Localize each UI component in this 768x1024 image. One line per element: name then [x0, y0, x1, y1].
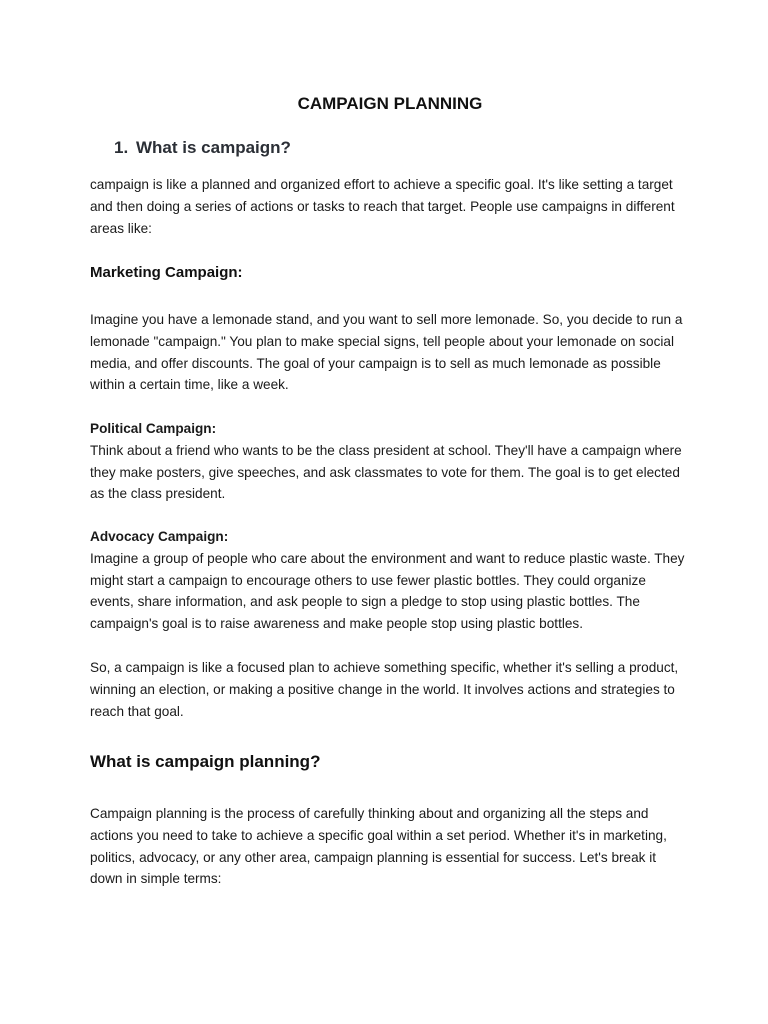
marketing-campaign-heading: Marketing Campaign: — [90, 264, 243, 281]
section-2-heading: What is campaign planning? — [90, 752, 321, 771]
section-1-heading-text: What is campaign? — [136, 138, 291, 157]
political-campaign-heading: Political Campaign: — [90, 421, 217, 436]
campaign-planning-paragraph: Campaign planning is the process of carefully thinking about and organizing all the steps and actions you need to take to achieve a specific goal within a set period. Whether it's in marketing, politics, advocacy, or any other area, campaign planning is essential for success. Let's break it down in simple terms: — [90, 806, 667, 887]
advocacy-campaign-paragraph: Imagine a group of people who care about the environment and want to reduce plastic waste. They might start a campaign to encourage others to use fewer plastic bottles. They could organize events, share information, and ask people to sign a pledge to stop using plastic bottles. The campaign's goal is to raise awareness and make people stop using plastic bottles. — [90, 550, 685, 632]
page-title: CAMPAIGN PLANNING — [297, 94, 483, 113]
campaign-summary-paragraph: So, a campaign is like a focused plan to achieve something specific, whether it's selling a product, winning an election, or making a positive change in the world. It involves actions and strategies to reach that goal. — [90, 660, 679, 719]
advocacy-campaign-block — [90, 526, 690, 635]
campaign-intro-paragraph: campaign is like a planned and organized effort to achieve a specific goal. It's like setting a target and then doing a series of actions or tasks to reach that target. People use campaigns in different areas like: — [90, 177, 675, 236]
political-campaign-paragraph: Think about a friend who wants to be the class president at school. They'll have a campaign where they make posters, give speeches, and ask classmates to vote for them. The goal is to get elected as the class president. — [90, 442, 682, 502]
section-1-heading — [114, 136, 291, 160]
advocacy-campaign-heading: Advocacy Campaign: — [90, 529, 229, 544]
section-1-number: 1. — [114, 138, 129, 157]
marketing-campaign-paragraph: Imagine you have a lemonade stand, and you want to sell more lemonade. So, you decide to run a lemonade "campaign." You plan to make special signs, tell people about your lemonade on social media, and offer discounts. The goal of your campaign is to sell as much lemonade as possible within a certain time, like a week. — [90, 312, 683, 393]
political-campaign-block — [90, 418, 690, 505]
